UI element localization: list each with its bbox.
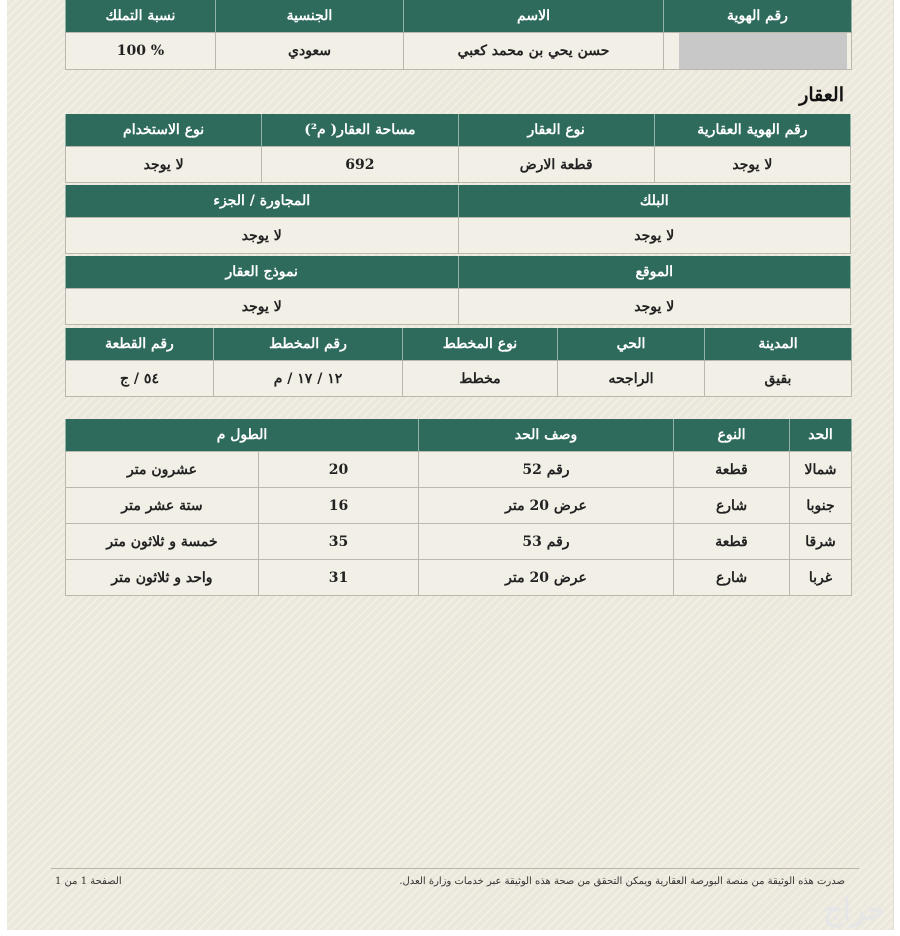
location-value: لا يوجد [458,289,851,325]
property-type: قطعة الارض [458,147,654,183]
plot-number-value: ٥٤ / ج [66,361,214,397]
owner-name: حسن يحي بن محمد كعبي [404,33,664,70]
table-row [66,524,852,560]
district-value: الراجحه [558,361,705,397]
watermark-logo: حراج [823,893,886,928]
owner-table [65,0,852,70]
property-header-type: نوع العقار [458,114,654,147]
city-header: المدينة [705,328,852,361]
plan-number-header: رقم المخطط [214,328,403,361]
property-table [65,114,851,183]
bound-type: قطعة [674,452,790,488]
bound-side: شمالا [790,452,852,488]
location-table [65,256,851,325]
bound-length: 31 [259,560,419,596]
footer-divider [51,868,859,869]
property-model-value: لا يوجد [66,289,459,325]
plan-table [65,328,852,397]
owner-id-cell [664,33,852,70]
bound-side: شرقا [790,524,852,560]
property-use: لا يوجد [66,147,262,183]
owner-header-nationality: الجنسية [216,0,404,33]
owner-header-name: الاسم [404,0,664,33]
property-model-header: نموذج العقار [66,256,459,289]
bound-length: 16 [259,488,419,524]
city-value: بقيق [705,361,852,397]
bound-length: 35 [259,524,419,560]
property-header-use: نوع الاستخدام [66,114,262,147]
neighborhood-header: المجاورة / الجزء [66,185,459,218]
property-id: لا يوجد [654,147,850,183]
location-header: الموقع [458,256,851,289]
bound-type: قطعة [674,524,790,560]
table-row [66,452,852,488]
section-title-property: العقار [799,84,844,106]
bound-length-words: واحد و ثلاثون متر [66,560,259,596]
bounds-table [65,419,852,596]
bound-type-header: النوع [674,419,790,452]
property-area: 692 [262,147,458,183]
owner-nationality: سعودي [216,33,404,70]
block-header: البلك [458,185,851,218]
plan-number-value: ١٢ / ١٧ / م [214,361,403,397]
redacted-id [679,33,847,69]
block-value: لا يوجد [458,218,851,254]
block-table [65,185,851,254]
bound-desc: عرض 20 متر [419,488,674,524]
owner-ownership: 100 % [66,33,216,70]
district-header: الحي [558,328,705,361]
owner-header-ownership: نسبة التملك [66,0,216,33]
table-row [66,560,852,596]
property-header-area: مساحة العقار( م²) [262,114,458,147]
owner-header-id: رقم الهوية [664,0,852,33]
page-number: الصفحة 1 من 1 [55,876,122,887]
plan-type-value: مخطط [403,361,558,397]
neighborhood-value: لا يوجد [66,218,459,254]
plot-number-header: رقم القطعة [66,328,214,361]
bound-desc-header: وصف الحد [419,419,674,452]
bound-desc: رقم 53 [419,524,674,560]
bound-type: شارع [674,560,790,596]
footer-note: صدرت هذه الوثيقة من منصة البورصة العقارية ويمكن التحقق من صحة هذه الوثيقة عبر خدمات وزارة العدل. [399,876,845,887]
bound-length-words: خمسة و ثلاثون متر [66,524,259,560]
bound-desc: عرض 20 متر [419,560,674,596]
bound-type: شارع [674,488,790,524]
bound-length-words: ستة عشر متر [66,488,259,524]
bound-length-words: عشرون متر [66,452,259,488]
bound-header: الحد [790,419,852,452]
bound-desc: رقم 52 [419,452,674,488]
plan-type-header: نوع المخطط [403,328,558,361]
bound-length: 20 [259,452,419,488]
property-header-id: رقم الهوية العقارية [654,114,850,147]
bound-side: غربا [790,560,852,596]
bound-side: جنوبا [790,488,852,524]
document-page [7,0,894,930]
table-row [66,488,852,524]
bound-length-header: الطول م [66,419,419,452]
